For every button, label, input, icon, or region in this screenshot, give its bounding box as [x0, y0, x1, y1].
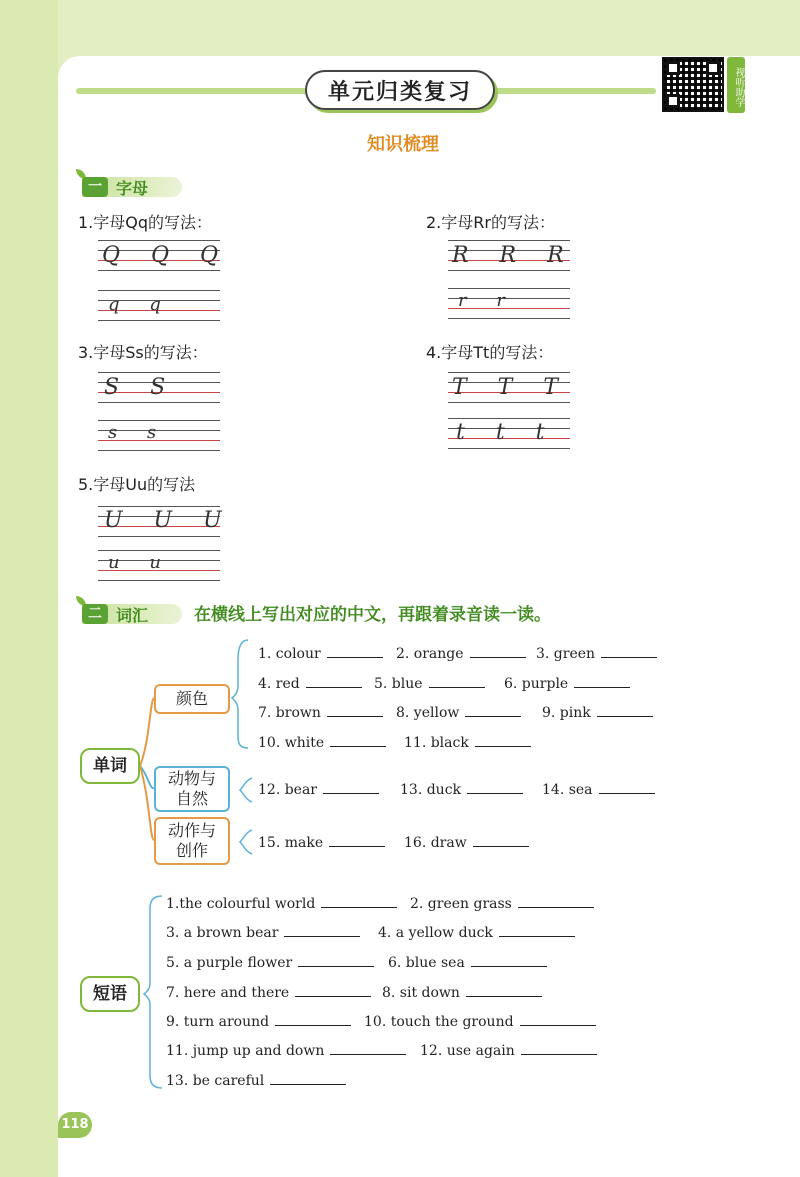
group-colors-bubble: 颜色 — [154, 684, 230, 714]
qr-code-icon[interactable] — [662, 57, 724, 112]
vocab-item: 11. black — [404, 735, 531, 751]
letter-r-upper: R R R — [452, 243, 576, 268]
group-actions-line2: 创作 — [175, 841, 208, 860]
phrase-item: 10. touch the ground — [364, 1014, 596, 1030]
phrase-item: 3. a brown bear — [166, 925, 360, 941]
phrase-item: 2. green grass — [410, 896, 594, 912]
phrase-item: 6. blue sea — [388, 955, 547, 971]
vocab-item: 4. red — [258, 676, 362, 692]
vocab-item: 12. bear — [258, 782, 379, 798]
vocab-item: 16. draw — [404, 835, 529, 851]
vocab-instruction: 在横线上写出对应的中文，再跟着录音读一读。 — [194, 605, 551, 625]
letter-s-upper: S S — [104, 375, 178, 400]
phrase-item: 11. jump up and down — [166, 1043, 406, 1059]
vocab-item: 10. white — [258, 735, 386, 751]
vocab-item: 13. duck — [400, 782, 523, 798]
vocab-item: 14. sea — [542, 782, 655, 798]
letter-t-lower: t t t — [456, 420, 557, 445]
page-number: 118 — [58, 1112, 92, 1138]
phrase-item: 5. a purple flower — [166, 955, 374, 971]
vocab-item: 8. yellow — [396, 705, 521, 721]
letter-t-upper: T T T — [452, 375, 571, 400]
unit-title: 单元归类复习 — [305, 70, 495, 110]
section-letters-head — [82, 175, 192, 199]
section-label: 字母 — [116, 178, 149, 198]
phrase-item: 9. turn around — [166, 1014, 351, 1030]
phrase-item: 4. a yellow duck — [378, 925, 575, 941]
vocab-item: 5. blue — [374, 676, 485, 692]
letter-q-lower: q q — [108, 294, 173, 315]
words-bubble: 单词 — [80, 748, 140, 784]
vocab-item: 9. pink — [542, 705, 653, 721]
letter-u-lower: u u — [108, 552, 173, 573]
phrases-bubble: 短语 — [80, 976, 140, 1012]
section-title: 知识梳理 — [348, 131, 458, 159]
vocab-item: 7. brown — [258, 705, 383, 721]
letter-u-upper: U U U — [104, 508, 234, 533]
phrase-item: 1.the colourful world — [166, 896, 397, 912]
side-strip — [0, 0, 58, 1177]
letter-r-title: 2.字母Rr的写法： — [426, 213, 555, 232]
vocab-item: 1. colour — [258, 646, 383, 662]
letter-s-title: 3.字母Ss的写法： — [78, 343, 208, 362]
qr-tag: 视听助学 — [727, 57, 745, 113]
group-actions-line1: 动作与 — [167, 821, 216, 840]
phrase-item: 12. use again — [420, 1043, 597, 1059]
vocab-item: 2. orange — [396, 646, 526, 662]
phrase-item: 13. be careful — [166, 1073, 346, 1089]
group-actions-bubble — [154, 817, 230, 865]
group-animals-line2: 自然 — [175, 789, 208, 808]
letter-t-title: 4.字母Tt的写法： — [426, 343, 554, 362]
letter-r-lower: r r — [458, 290, 517, 311]
letter-q-upper: Q Q Q — [102, 243, 231, 268]
vocab-item: 15. make — [258, 835, 385, 851]
section-number: 二 — [82, 604, 108, 624]
group-animals-line1: 动物与 — [167, 769, 216, 788]
letter-s-lower: s s — [108, 422, 169, 443]
phrase-item: 8. sit down — [382, 985, 542, 1001]
letter-u-title: 5.字母Uu的写法 — [78, 475, 196, 494]
group-animals-bubble — [154, 766, 230, 812]
vocab-item: 6. purple — [504, 676, 630, 692]
section-number: 一 — [82, 177, 108, 197]
section-label: 词汇 — [116, 605, 149, 625]
vocab-item: 3. green — [536, 646, 657, 662]
section-vocab-head — [82, 602, 192, 626]
letter-q-title: 1.字母Qq的写法： — [78, 213, 213, 232]
phrase-item: 7. here and there — [166, 985, 371, 1001]
